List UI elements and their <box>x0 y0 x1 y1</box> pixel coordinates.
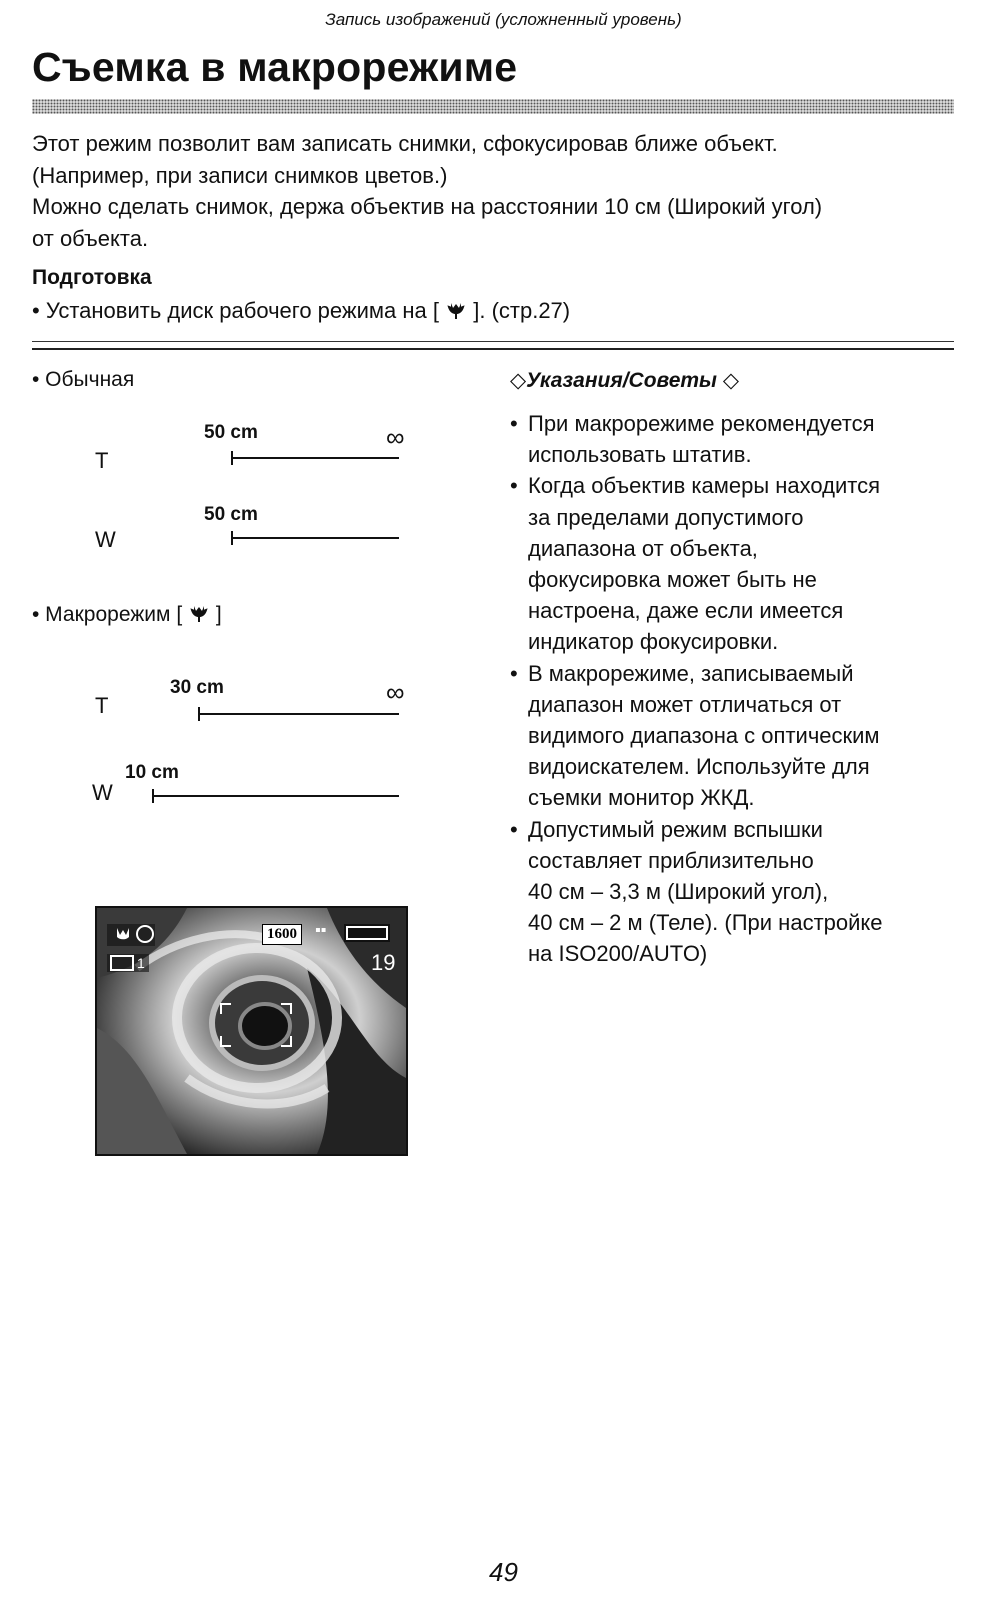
normal-w-distance: 50 cm <box>204 504 258 525</box>
iso-badge: 1600 <box>262 924 302 945</box>
tip-line: 40 см – 2 м (Теле). (При настройке <box>528 910 883 936</box>
quality-icon: ▪▪ <box>315 922 327 939</box>
preparation-text-before: • Установить диск рабочего режима на [ <box>32 298 439 323</box>
tulip-icon <box>188 602 210 630</box>
intro-line: Можно сделать снимок, держа объектив на расстоянии 10 см (Широкий угол) <box>32 194 823 219</box>
tip-line: • Когда объектив камеры находится <box>528 473 881 499</box>
section-divider <box>32 341 954 342</box>
range-line <box>231 537 399 539</box>
preparation-title: Подготовка <box>32 266 152 289</box>
tip-line: съемки монитор ЖКД. <box>528 785 755 811</box>
intro-line: от объекта. <box>32 225 149 251</box>
section-divider <box>32 348 954 350</box>
range-line <box>231 457 399 459</box>
normal-w-label: W <box>95 527 116 552</box>
macro-w-distance: 10 cm <box>125 762 179 783</box>
tip-line: фокусировка может быть не <box>528 567 817 593</box>
tip-line: • При макрорежиме рекомендуется <box>528 411 875 436</box>
tip-line: видоискателем. Используйте для <box>528 754 870 780</box>
tip-line: индикатор фокусировки. <box>528 629 779 655</box>
running-header: Запись изображений (усложненный уровень) <box>325 10 682 29</box>
macro-t-infinity: ∞ <box>386 677 405 707</box>
list-item <box>510 814 970 970</box>
normal-t-label: T <box>95 448 109 473</box>
macro-mode-label <box>32 602 222 630</box>
macro-t-distance: 30 cm <box>170 677 224 698</box>
list-item <box>510 470 970 657</box>
macro-t-label: T <box>95 693 109 718</box>
tip-line: видимого диапазона с оптическим <box>528 723 880 749</box>
range-line <box>198 713 399 715</box>
range-line <box>152 795 399 797</box>
tips-title <box>510 368 739 393</box>
tip-line: • В макрорежиме, записываемый <box>528 660 854 686</box>
tip-line: составляет приблизительно <box>528 847 814 873</box>
remaining-shots: 19 <box>371 950 396 975</box>
macro-w-label: W <box>92 780 113 805</box>
title-underline-bar <box>32 99 954 114</box>
preparation-text-after: ]. (стр.27) <box>473 298 571 323</box>
diamond-icon: ◇ <box>722 369 739 392</box>
tip-line: • Допустимый режим вспышки <box>528 816 823 842</box>
normal-t-distance: 50 cm <box>204 422 258 443</box>
page-title: Съемка в макрорежиме <box>32 44 518 90</box>
diamond-icon: ◇ <box>510 369 527 392</box>
tip-line: 40 см – 3,3 м (Широкий угол), <box>528 879 829 905</box>
tip-line: на ISO200/AUTO) <box>528 941 708 967</box>
intro-line: Этот режим позволит вам записать снимки, сфокусировав ближе объект. <box>32 131 778 156</box>
macro-label-before: • Макрорежим [ <box>32 603 183 626</box>
tip-line: настроена, даже если имеется <box>528 598 844 624</box>
lcd-screen-photo <box>95 906 408 1156</box>
tip-line: диапазона от объекта, <box>528 535 758 561</box>
normal-mode-label: • Обычная <box>32 368 135 391</box>
tip-line: использовать штатив. <box>528 442 752 468</box>
normal-t-infinity: ∞ <box>386 422 405 452</box>
tulip-icon <box>445 299 467 327</box>
tip-line: за пределами допустимого <box>528 504 804 530</box>
tips-title-text: Указания/Советы <box>526 369 717 392</box>
intro-paragraph <box>32 128 962 254</box>
page-number: 49 <box>489 1557 518 1587</box>
tip-line: диапазон может отличаться от <box>528 691 842 717</box>
list-item <box>510 408 970 470</box>
preparation-item <box>32 298 570 327</box>
macro-label-after: ] <box>215 603 222 626</box>
intro-line: (Например, при записи снимков цветов.) <box>32 162 448 188</box>
burst-count: 1 <box>137 955 145 971</box>
tips-list <box>510 408 970 970</box>
list-item <box>510 658 970 814</box>
